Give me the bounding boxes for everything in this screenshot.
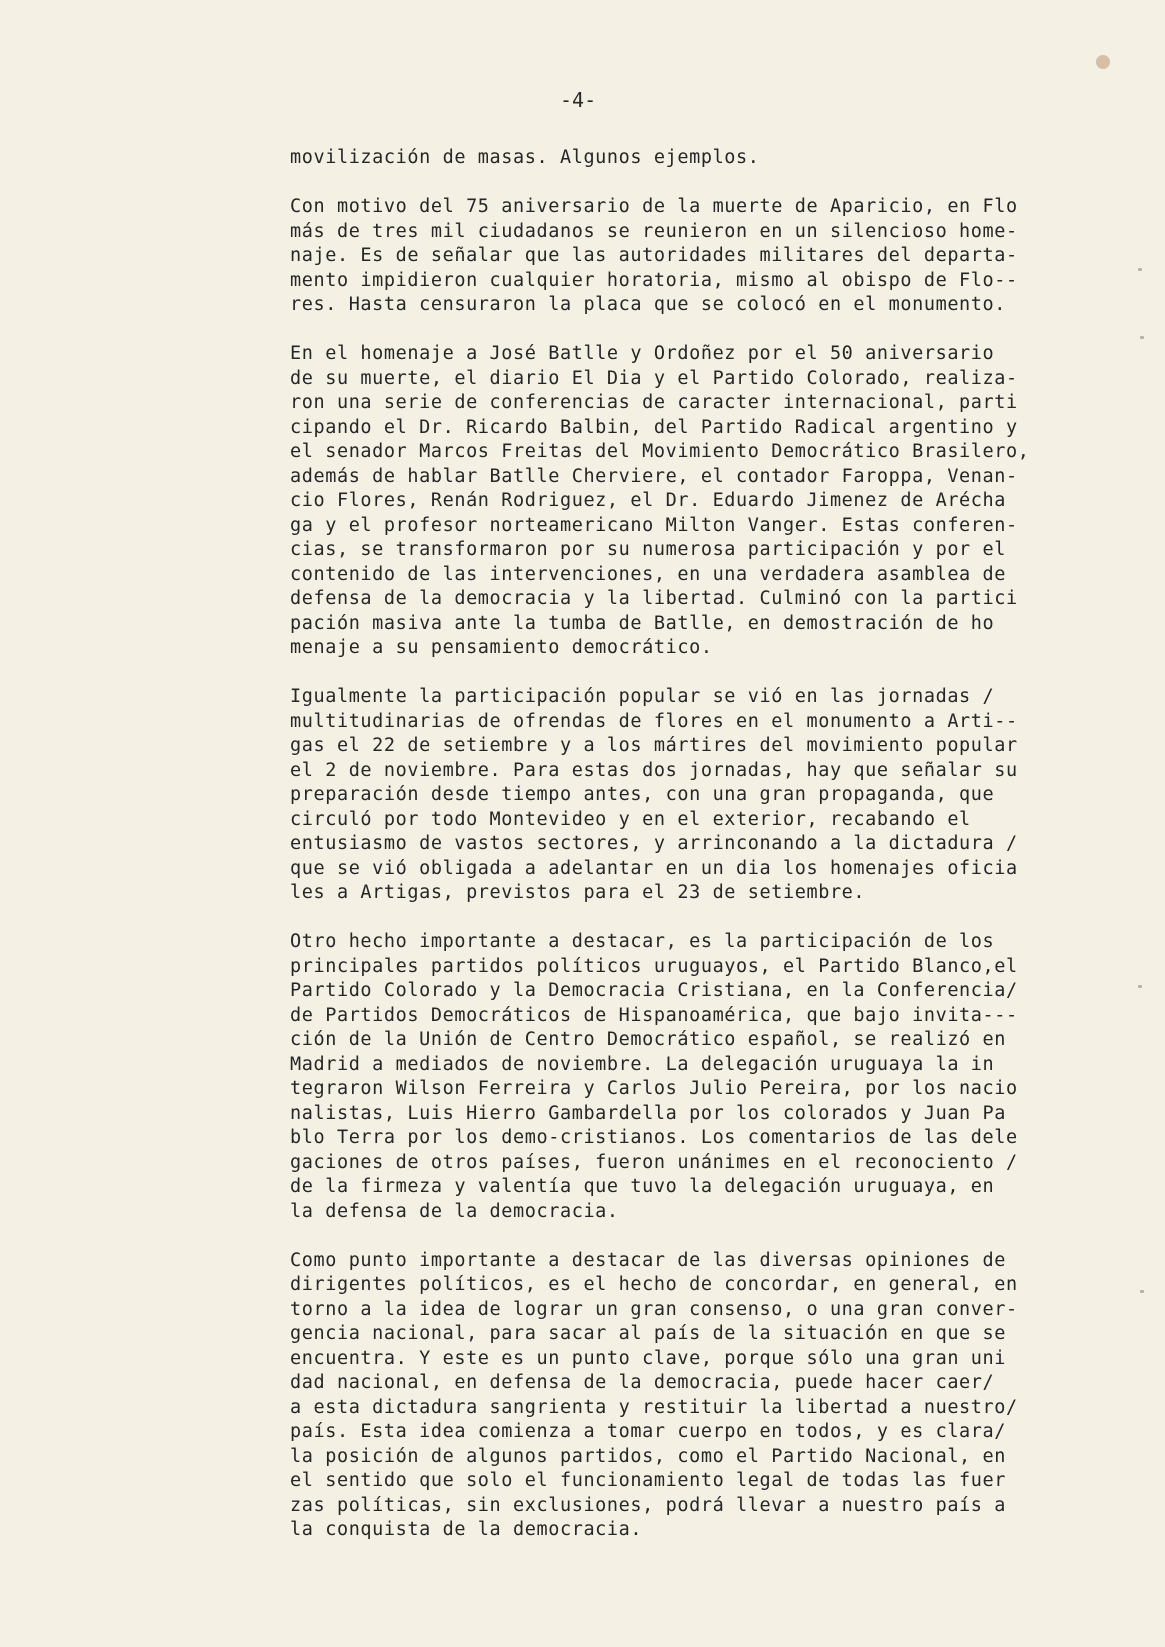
text-line: de Partidos Democráticos de Hispanoamérica, que bajo invita--- (290, 1004, 1018, 1026)
text-line: entusiasmo de vastos sectores, y arrinconando a la dictadura / (290, 833, 1018, 854)
text-line: gencia nacional, para sacar al país de la situación en que se (290, 1323, 1007, 1344)
text-line: cias, se transformaron por su numerosa participación y por el (290, 539, 1007, 560)
paragraph (290, 146, 1090, 171)
paragraph (290, 195, 1090, 318)
text-line: menaje a su pensamiento democrático. (290, 637, 713, 658)
paper-speck (1140, 1290, 1144, 1293)
paragraph (290, 1249, 1090, 1543)
text-line: ga y el profesor norteamericano Milton Vanger. Estas conferen- (290, 514, 1018, 536)
paragraph (290, 685, 1090, 906)
text-line: cio Flores, Renán Rodriguez, el Dr. Eduardo Jimenez de Arécha (290, 490, 1007, 511)
text-line: movilización de masas. Algunos ejemplos. (290, 147, 760, 168)
text-line: cipando el Dr. Ricardo Balbin, del Partido Radical argentino y (290, 416, 1018, 438)
text-line: dirigentes políticos, es el hecho de concordar, en general, en (290, 1274, 1018, 1295)
paragraph-gap (290, 318, 1090, 343)
text-line: encuentra. Y este es un punto clave, porque sólo una gran uni (290, 1347, 1007, 1369)
text-line: gas el 22 de setiembre y a los mártires del movimiento popular (290, 735, 1018, 756)
paper-speck (1140, 336, 1144, 339)
text-line: torno a la idea de lograr un gran consenso, o una gran conver- (290, 1298, 1018, 1320)
text-line: ron una serie de conferencias de caracter internacional, parti (290, 392, 1018, 413)
document-body (290, 146, 1090, 1543)
text-line: el senador Marcos Freitas del Movimiento Democrático Brasilero, (290, 441, 1030, 462)
paper-speck (1138, 985, 1142, 988)
text-line: Como punto importante a destacar de las diversas opiniones de (290, 1249, 1007, 1271)
text-line: a esta dictadura sangrienta y restituir la libertad a nuestro/ (290, 1396, 1018, 1418)
text-line: nalistas, Luis Hierro Gambardella por los colorados y Juan Pa (290, 1102, 1007, 1124)
text-line: el 2 de noviembre. Para estas dos jornadas, hay que señalar su (290, 759, 1018, 781)
paragraph (290, 930, 1090, 1224)
paper-speck (1138, 268, 1142, 271)
paragraph-gap (290, 171, 1090, 196)
text-line: blo Terra por los demo-cristianos. Los comentarios de las dele (290, 1127, 1018, 1148)
text-line: preparación desde tiempo antes, con una gran propaganda, que (290, 784, 995, 805)
text-line: país. Esta idea comienza a tomar cuerpo en todos, y es clara/ (290, 1421, 1007, 1442)
page-number: -4- (560, 88, 597, 112)
text-line: de la firmeza y valentía que tuvo la delegación uruguaya, en (290, 1176, 995, 1197)
paragraph-gap (290, 1224, 1090, 1249)
text-line: más de tres mil ciudadanos se reunieron en un silencioso home- (290, 220, 1018, 242)
text-line: la defensa de la democracia. (290, 1200, 619, 1222)
text-line: Partido Colorado y la Democracia Cristiana, en la Conferencia/ (290, 980, 1018, 1001)
paragraph-gap (290, 661, 1090, 686)
text-line: naje. Es de señalar que las autoridades militares del departa- (290, 245, 1018, 266)
text-line: multitudinarias de ofrendas de flores en el monumento a Arti-- (290, 710, 1018, 732)
text-line: Con motivo del 75 aniversario de la muerte de Aparicio, en Flo (290, 196, 1018, 217)
text-line: circuló por todo Montevideo y en el exterior, recabando el (290, 808, 971, 830)
text-line: defensa de la democracia y la libertad. Culminó con la partici (290, 588, 1018, 609)
paragraph-gap (290, 906, 1090, 931)
text-line: contenido de las intervenciones, en una verdadera asamblea de (290, 563, 1007, 585)
text-line: zas políticas, sin exclusiones, podrá llevar a nuestro país a (290, 1494, 1007, 1516)
text-line: gaciones de otros países, fueron unánimes en el reconociento / (290, 1151, 1018, 1173)
text-line: les a Artigas, previstos para el 23 de setiembre. (290, 882, 866, 903)
text-line: de su muerte, el diario El Dia y el Partido Colorado, realiza- (290, 367, 1018, 389)
text-line: la conquista de la democracia. (290, 1519, 643, 1540)
text-line: En el homenaje a José Batlle y Ordoñez por el 50 aniversario (290, 343, 995, 364)
text-line: el sentido que solo el funcionamiento legal de todas las fuer (290, 1470, 1007, 1491)
text-line: dad nacional, en defensa de la democracia, puede hacer caer/ (290, 1372, 995, 1393)
text-line: tegraron Wilson Ferreira y Carlos Julio Pereira, por los nacio (290, 1078, 1018, 1099)
text-line: res. Hasta censuraron la placa que se colocó en el monumento. (290, 294, 1007, 315)
text-line: ción de la Unión de Centro Democrático español, se realizó en (290, 1029, 1007, 1050)
text-line: principales partidos políticos uruguayos, el Partido Blanco,el (290, 955, 1018, 977)
paper-stain (1096, 55, 1110, 69)
paragraph (290, 342, 1090, 661)
text-line: la posición de algunos partidos, como el Partido Nacional, en (290, 1445, 1007, 1467)
text-line: Madrid a mediados de noviembre. La delegación uruguaya la in (290, 1053, 995, 1075)
text-line: Igualmente la participación popular se vió en las jornadas / (290, 686, 995, 707)
text-line: pación masiva ante la tumba de Batlle, en demostración de ho (290, 612, 995, 634)
text-line: Otro hecho importante a destacar, es la participación de los (290, 931, 995, 952)
text-line: además de hablar Batlle Cherviere, el contador Faroppa, Venan- (290, 465, 1018, 487)
text-line: mento impidieron cualquier horatoria, mismo al obispo de Flo-- (290, 269, 1018, 291)
text-line: que se vió obligada a adelantar en un dia los homenajes oficia (290, 857, 1018, 879)
